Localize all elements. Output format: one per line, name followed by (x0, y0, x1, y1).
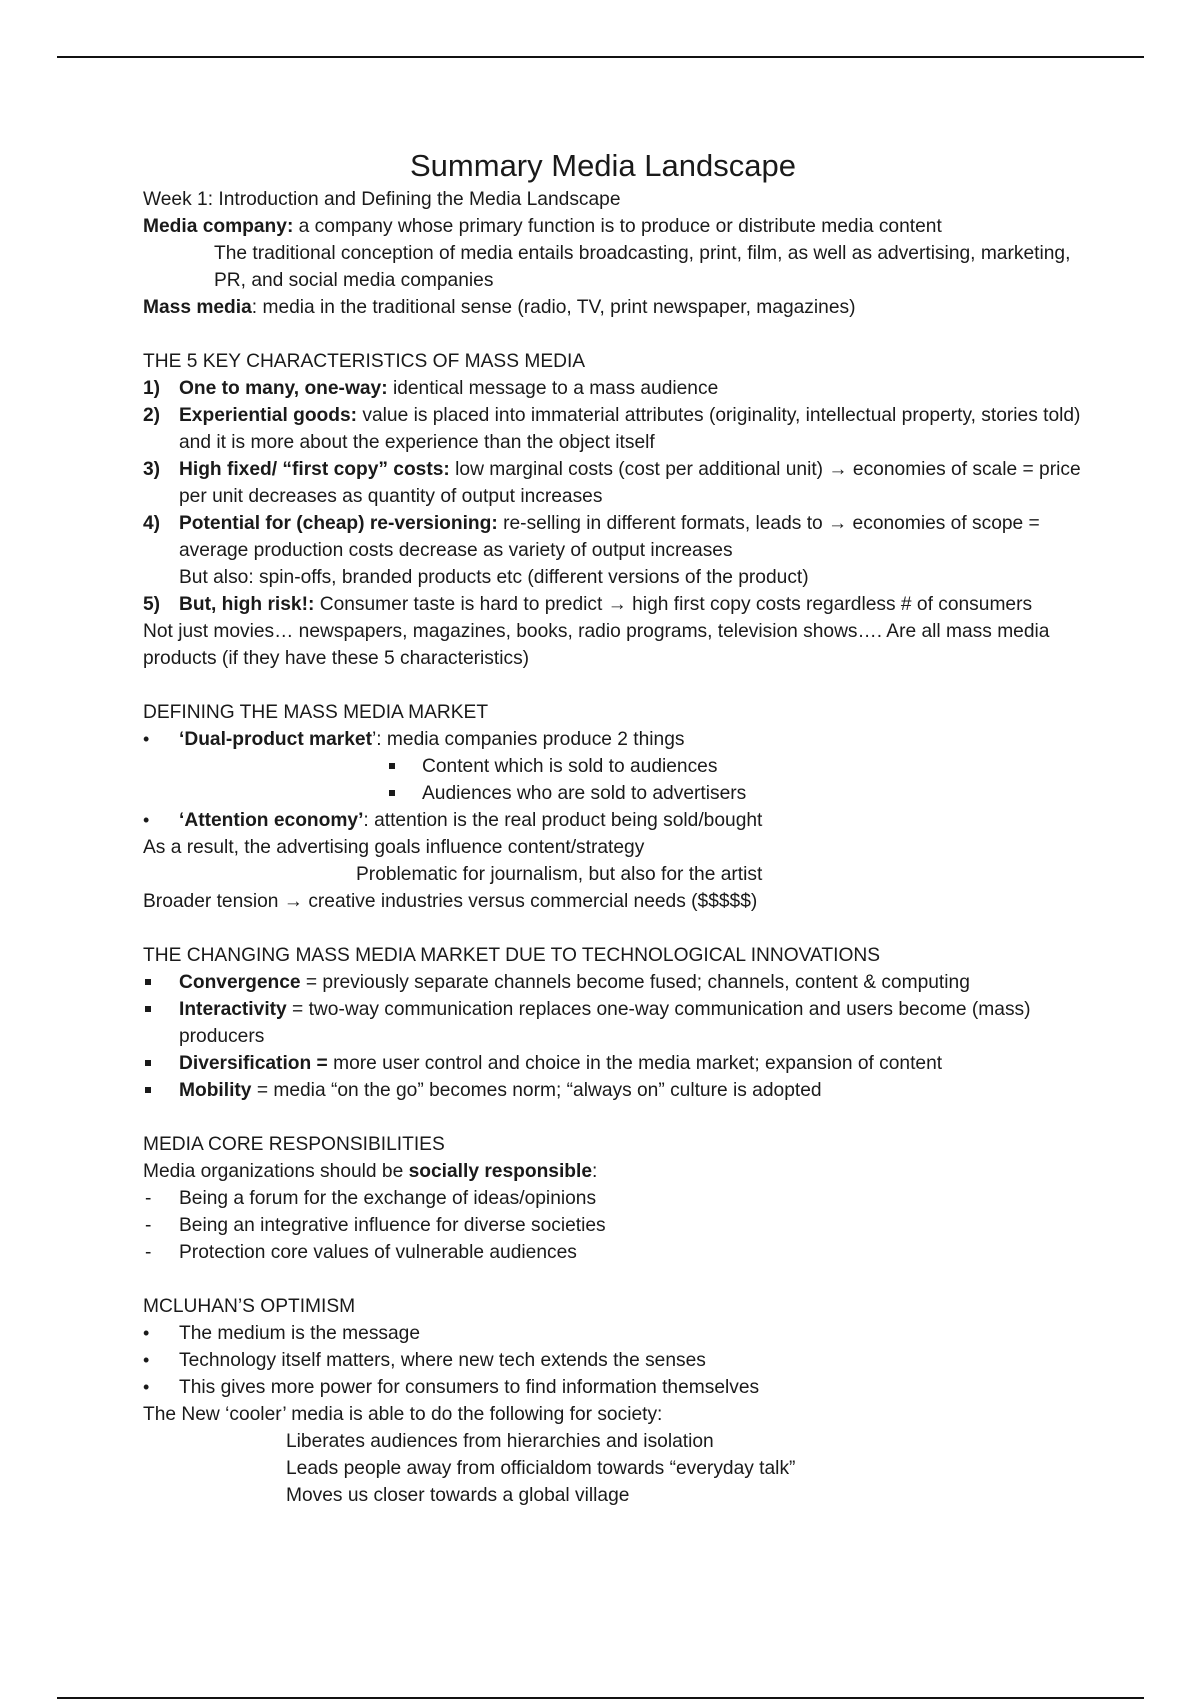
list-item-dual-product: • ‘Dual-product market’: media companies produce 2 things (143, 726, 1083, 753)
mass-media-definition: Mass media: media in the traditional sense (radio, TV, print newspaper, magazines) (143, 297, 856, 318)
section-heading-characteristics: THE 5 KEY CHARACTERISTICS OF MASS MEDIA (143, 351, 586, 372)
section-heading-mcluhan: MCLUHAN’S OPTIMISM (143, 1296, 356, 1317)
list-item: Mobility = media “on the go” becomes norm; “always on” culture is adopted (143, 1077, 1083, 1104)
characteristics-list (143, 375, 1083, 618)
square-bullet-icon (145, 1087, 151, 1093)
bullet-icon: • (143, 810, 150, 830)
list-item: • This gives more power for consumers to find information themselves (143, 1374, 1083, 1401)
mcluhan-benefit: Liberates audiences from hierarchies and isolation (286, 1431, 714, 1452)
list-item: 2) Experiential goods: value is placed into immaterial attributes (originality, intellectual property, stories told) and it is more about the experience than the object itself (143, 405, 1081, 453)
market-problem: Problematic for journalism, but also for the artist (356, 864, 763, 885)
list-item: • Technology itself matters, where new tech extends the senses (143, 1347, 1083, 1374)
mcluhan-intro: The New ‘cooler’ media is able to do the following for society: (143, 1404, 663, 1425)
mcluhan-benefit: Moves us closer towards a global village (286, 1485, 630, 1506)
mcluhan-benefit: Leads people away from officialdom towards “everyday talk” (286, 1458, 796, 1479)
list-item: Diversification = more user control and choice in the media market; expansion of content (143, 1050, 1083, 1077)
list-item: • The medium is the message (143, 1320, 1083, 1347)
bullet-icon: • (143, 1323, 150, 1343)
section-heading-market: DEFINING THE MASS MEDIA MARKET (143, 702, 489, 723)
responsibilities-intro: Media organizations should be socially responsible: (143, 1161, 598, 1182)
section-heading-responsibilities: MEDIA CORE RESPONSIBILITIES (143, 1134, 445, 1155)
square-bullet-icon (145, 979, 151, 985)
bullet-icon: • (143, 729, 150, 749)
square-bullet-icon (145, 1006, 151, 1012)
bullet-icon: • (143, 1377, 150, 1397)
market-tension: Broader tension → creative industries versus commercial needs ($$$$$) (143, 891, 758, 912)
list-item: - Being an integrative influence for diverse societies (143, 1212, 1083, 1239)
sub-list-item: Audiences who are sold to advertisers (143, 780, 1083, 807)
square-bullet-icon (145, 1060, 151, 1066)
list-item: 3) High fixed/ “first copy” costs: low marginal costs (cost per additional unit) → economies of scale = price per unit decreases as quantity of output increases (143, 459, 1081, 507)
list-item-attention: • ‘Attention economy’: attention is the real product being sold/bought (143, 807, 1083, 834)
list-item: Interactivity = two-way communication replaces one-way communication and users become (mass) producers (143, 996, 1083, 1050)
list-item: 4) Potential for (cheap) re-versioning: re-selling in different formats, leads to → economies of scope = average production costs decrease as variety of output increases (143, 513, 1040, 561)
list-item: - Protection core values of vulnerable audiences (143, 1239, 1083, 1266)
list-item: Convergence = previously separate channels become fused; channels, content & computing (143, 969, 1083, 996)
media-company-note: The traditional conception of media entails broadcasting, print, film, as well as advertising, marketing, PR, and social media companies (214, 243, 1071, 291)
dash-bullet-icon: - (145, 1215, 152, 1236)
list-item: 5) But, high risk!: Consumer taste is hard to predict → high first copy costs regardless # of consumers (143, 594, 1033, 615)
media-company-definition: Media company: a company whose primary function is to produce or distribute media content (143, 216, 942, 237)
square-bullet-icon (389, 790, 395, 796)
bullet-icon: • (143, 1350, 150, 1370)
list-item: - Being a forum for the exchange of ideas/opinions (143, 1185, 1083, 1212)
top-rule (57, 56, 1144, 58)
list-item-extra: But also: spin-offs, branded products etc (different versions of the product) (179, 567, 809, 588)
dash-bullet-icon: - (145, 1188, 152, 1209)
square-bullet-icon (389, 763, 395, 769)
sub-list-item: Content which is sold to audiences (143, 753, 1083, 780)
week-heading: Week 1: Introduction and Defining the Media Landscape (143, 189, 621, 210)
characteristics-closing: Not just movies… newspapers, magazines, books, radio programs, television shows…. Are all mass media products (if they have these 5 characteristics) (143, 621, 1050, 669)
market-result: As a result, the advertising goals influence content/strategy (143, 837, 645, 858)
bottom-rule (57, 1697, 1144, 1699)
dash-bullet-icon: - (145, 1242, 152, 1263)
document-body (143, 146, 1083, 1509)
list-item: 1) One to many, one-way: identical message to a mass audience (143, 378, 719, 399)
section-heading-changing: THE CHANGING MASS MEDIA MARKET DUE TO TECHNOLOGICAL INNOVATIONS (143, 945, 881, 966)
page-title: Summary Media Landscape (410, 148, 796, 183)
